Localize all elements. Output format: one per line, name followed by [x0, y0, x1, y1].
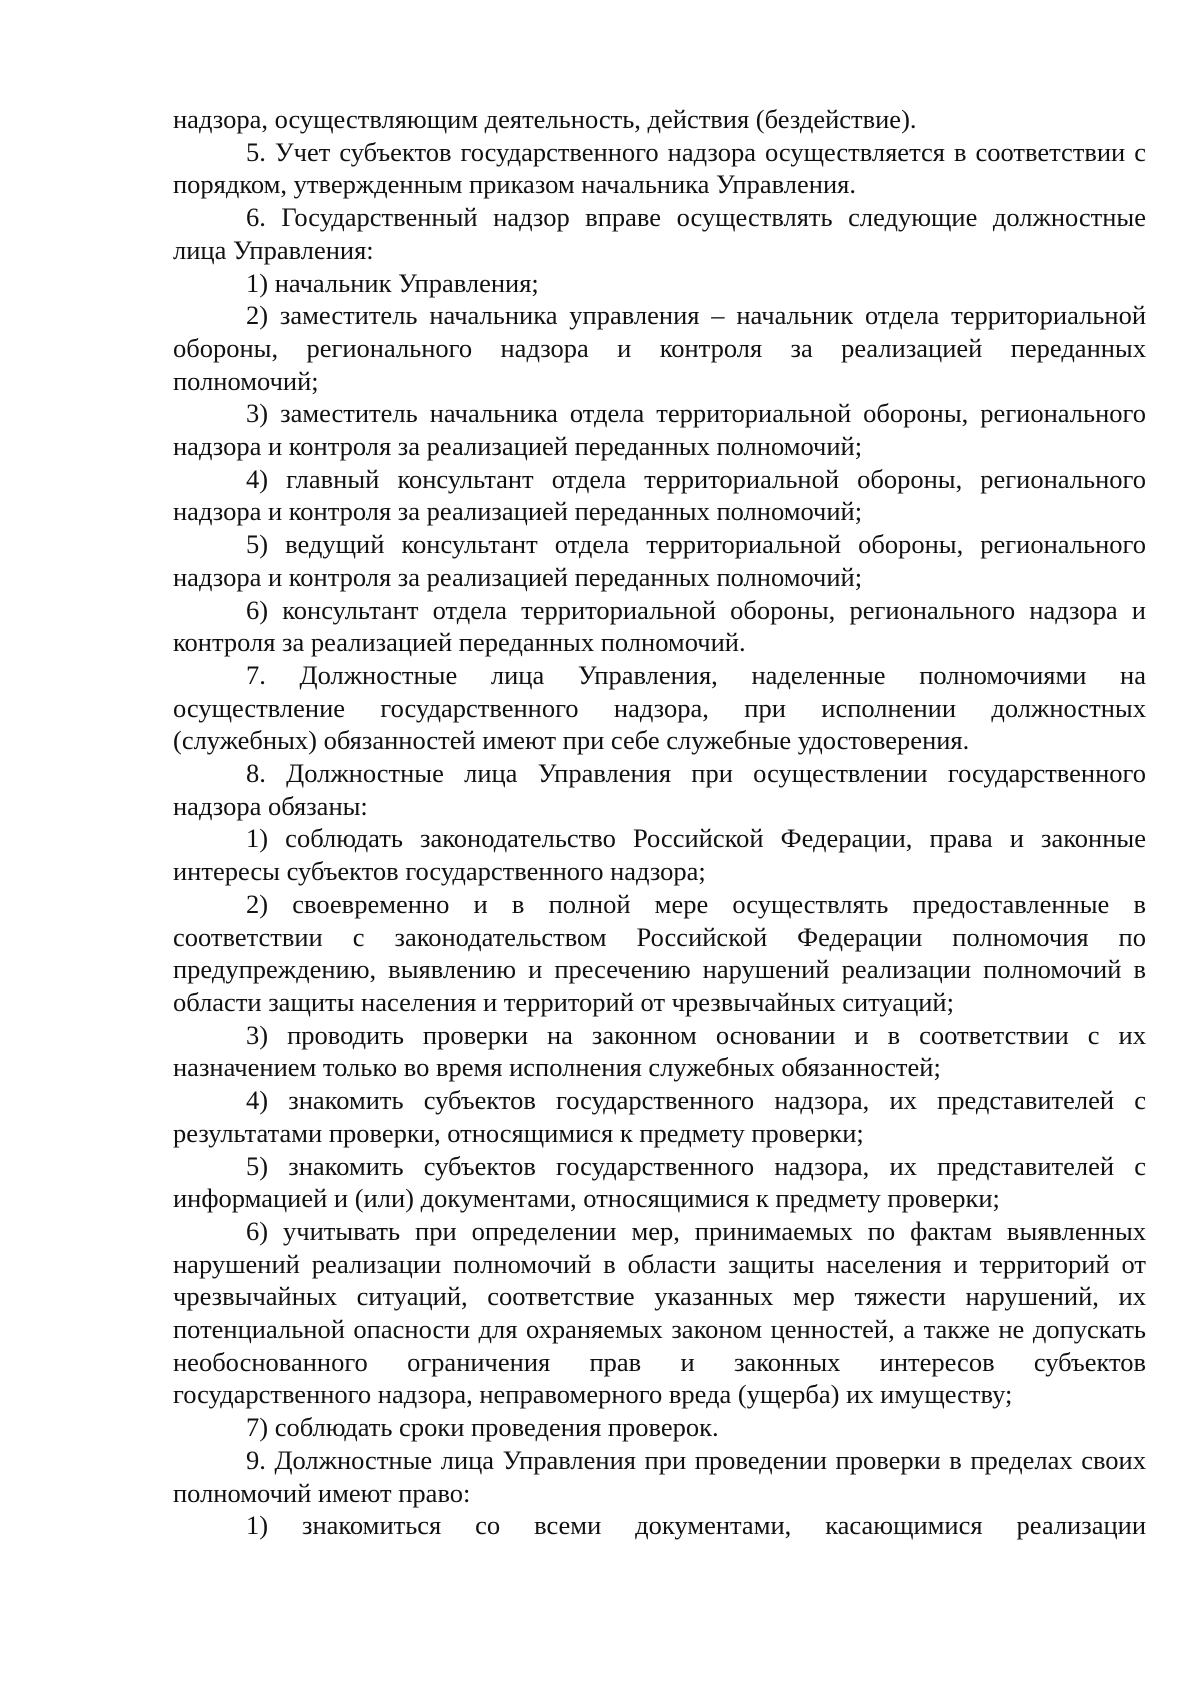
paragraph: 7) соблюдать сроки проведения проверок. [246, 1412, 719, 1443]
paragraph: 6) консультант отдела территориальной обороны, регионального надзора и контроля за реализацией переданных полномочий. [173, 594, 1146, 658]
paragraph: 3) проводить проверки на законном основании и в соответствии с их назначением только во время исполнения служебных обязанностей; [173, 1019, 1146, 1083]
paragraph: 1) начальник Управления; [246, 267, 539, 298]
paragraph: 1) знакомиться со всеми документами, касающимися реализации [246, 1510, 1146, 1541]
paragraph: 5. Учет субъектов государственного надзора осуществляется в соответствии с порядком, утвержденным приказом начальника Управления. [173, 136, 1146, 200]
paragraph: 9. Должностные лица Управления при проведении проверки в пределах своих полномочий имеют право: [173, 1444, 1146, 1508]
paragraph: 5) ведущий консультант отдела территориальной обороны, регионального надзора и контроля за реализацией переданных полномочий; [173, 529, 1146, 592]
paragraph: 2) своевременно и в полной мере осуществлять предоставленные в соответствии с законодательством Российской Федерации полномочия по предупреждению, выявлению и пресечению нарушений реализации полномочий в области защиты населения и территорий от чрезвычайных ситуаций; [173, 888, 1146, 1017]
paragraph: 4) главный консультант отдела территориальной обороны, регионального надзора и контроля за реализацией переданных полномочий; [173, 463, 1146, 527]
paragraph: надзора, осуществляющим деятельность, действия (бездействие). [173, 104, 917, 134]
paragraph: 6) учитывать при определении мер, принимаемых по фактам выявленных нарушений реализации полномочий в области защиты населения и территорий от чрезвычайных ситуаций, соответствие указанных мер тяжести нарушений, их потенциальной опасности для охраняемых законом ценностей, а также не допускать необоснованного ограничения прав и законных интересов субъектов государственного надзора, неправомерного вреда (ущерба) их имуществу; [173, 1215, 1146, 1410]
document-page [173, 103, 1146, 1542]
paragraph: 2) заместитель начальника управления – начальник отдела территориальной обороны, регионального надзора и контроля за реализацией переданных полномочий; [173, 300, 1146, 396]
paragraph: 6. Государственный надзор вправе осуществлять следующие должностные лица Управления: [173, 202, 1146, 265]
paragraph: 1) соблюдать законодательство Российской Федерации, права и законные интересы субъектов государственного надзора; [173, 823, 1146, 887]
paragraph: 8. Должностные лица Управления при осуществлении государственного надзора обязаны: [173, 758, 1146, 821]
paragraph: 5) знакомить субъектов государственного надзора, их представителей с информацией и (или) документами, относящимися к предмету проверки; [173, 1150, 1146, 1214]
paragraph: 4) знакомить субъектов государственного надзора, их представителей с результатами проверки, относящимися к предмету проверки; [173, 1085, 1146, 1148]
paragraph: 3) заместитель начальника отдела территориальной обороны, регионального надзора и контроля за реализацией переданных полномочий; [173, 398, 1146, 462]
paragraph: 7. Должностные лица Управления, наделенные полномочиями на осуществление государственного надзора, при исполнении должностных (служебных) обязанностей имеют при себе служебные удостоверения. [173, 659, 1146, 756]
